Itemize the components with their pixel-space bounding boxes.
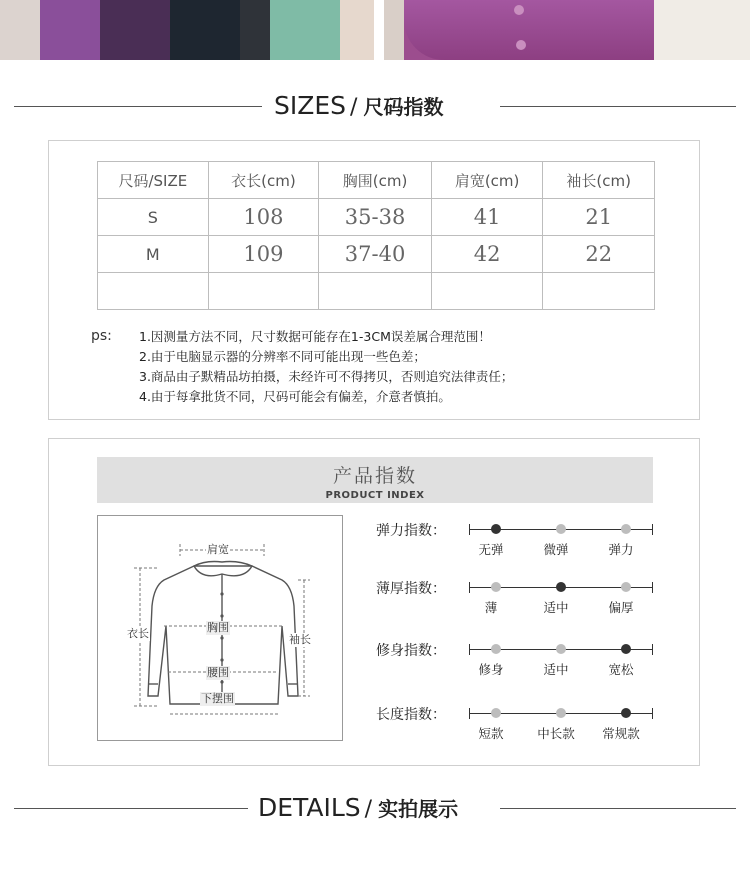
note-item: 3.商品由子默精品坊拍摄，未经许可不得拷贝，否则追究法律责任； — [139, 369, 514, 384]
scale-dot — [556, 524, 566, 534]
note-item: 2.由于电脑显示器的分辨率不同可能出现一些色差； — [139, 349, 426, 364]
scale-tick — [469, 524, 470, 535]
table-cell: 22 — [543, 236, 655, 273]
scale-dot-selected — [621, 644, 631, 654]
sizes-heading-en: SIZES — [274, 91, 347, 120]
notes-list — [139, 327, 513, 407]
scale-dot-selected — [491, 524, 501, 534]
scale-tick — [469, 708, 470, 719]
label-length: 衣长 — [127, 627, 149, 640]
label-sleeve: 袖长 — [289, 633, 311, 646]
product-index-panel — [48, 438, 700, 766]
photo-strip — [340, 0, 374, 60]
scale-tick — [652, 582, 653, 593]
heading-rule-right — [500, 808, 736, 809]
scale-dot-selected — [621, 708, 631, 718]
index-row-label: 修身指数： — [376, 643, 446, 659]
table-cell: 21 — [543, 199, 655, 236]
heading-separator: / — [350, 95, 358, 120]
heading-separator: / — [364, 797, 373, 822]
table-cell: 108 — [208, 199, 319, 236]
photo-strip — [40, 0, 100, 60]
table-cell: 41 — [431, 199, 543, 236]
details-heading — [0, 788, 750, 828]
table-header-cell: 胸围(cm) — [319, 162, 432, 199]
table-cell: 109 — [208, 236, 319, 273]
size-chart-panel — [48, 140, 700, 420]
index-row-label: 弹力指数： — [376, 523, 446, 539]
table-header-cell: 袖长(cm) — [543, 162, 655, 199]
photo-strip — [404, 0, 654, 60]
index-scale — [469, 707, 653, 741]
table-header-cell: 衣长(cm) — [208, 162, 319, 199]
note-item: 1.因测量方法不同，尺寸数据可能存在1-3CM误差属合理范围！ — [139, 329, 491, 344]
details-heading-title — [258, 788, 458, 828]
scale-option-label: 弹力 — [608, 542, 634, 557]
index-scale — [469, 523, 653, 557]
scale-dot — [491, 644, 501, 654]
label-hem: 下摆围 — [201, 692, 234, 705]
scale-option-label: 薄 — [484, 600, 498, 615]
scale-dot — [556, 644, 566, 654]
details-heading-zh: 实拍展示 — [378, 797, 459, 821]
heading-rule-left — [14, 808, 248, 809]
product-index-subtitle: PRODUCT INDEX — [325, 490, 425, 501]
photo-strip — [100, 0, 170, 60]
heading-rule-right — [500, 106, 736, 107]
scale-option-label: 微弹 — [543, 542, 569, 557]
table-row — [98, 199, 655, 236]
scale-option-label: 短款 — [478, 726, 504, 741]
note-item: 4.由于每拿批货不同，尺码可能会有偏差，介意者慎拍。 — [139, 389, 451, 404]
table-cell — [98, 273, 209, 310]
scale-option-label: 宽松 — [608, 662, 634, 677]
scale-option-label: 适中 — [543, 662, 569, 677]
label-chest: 胸围 — [207, 621, 229, 634]
index-scale — [469, 581, 653, 615]
scale-dot — [491, 708, 501, 718]
product-photo-colors — [0, 0, 374, 60]
photo-strip — [654, 0, 750, 60]
product-photo-detail — [384, 0, 750, 60]
table-header-cell: 肩宽(cm) — [431, 162, 543, 199]
scale-option-label: 偏厚 — [608, 600, 634, 615]
photo-strip — [0, 0, 40, 60]
scale-tick — [652, 708, 653, 719]
index-scale — [469, 643, 653, 677]
scale-dot — [491, 582, 501, 592]
index-row-label: 长度指数： — [376, 707, 446, 723]
scale-dot — [621, 582, 631, 592]
product-photo-strip — [0, 0, 750, 60]
table-cell: 37-40 — [319, 236, 432, 273]
heading-rule-left — [14, 106, 262, 107]
table-cell — [319, 273, 432, 310]
table-cell: M — [98, 236, 209, 273]
label-waist: 腰围 — [207, 666, 229, 679]
table-header-row — [98, 162, 655, 199]
product-index-banner — [97, 457, 653, 503]
table-cell — [208, 273, 319, 310]
product-index-title: 产品指数 — [332, 465, 417, 487]
sizes-heading — [0, 86, 750, 126]
table-cell: 35-38 — [319, 199, 432, 236]
notes-label: ps: — [91, 328, 112, 344]
table-row — [98, 273, 655, 310]
button-detail — [516, 40, 526, 50]
photo-strip — [270, 0, 340, 60]
measurement-diagram — [97, 515, 343, 741]
table-cell — [431, 273, 543, 310]
scale-dot — [556, 708, 566, 718]
details-heading-en: DETAILS — [258, 793, 361, 822]
photo-strip — [240, 0, 270, 60]
scale-option-label: 无弹 — [478, 542, 504, 557]
table-cell: 42 — [431, 236, 543, 273]
scale-tick — [652, 524, 653, 535]
scale-dot — [621, 524, 631, 534]
scale-option-label: 中长款 — [537, 726, 575, 741]
scale-option-label: 常规款 — [602, 726, 640, 741]
scale-option-label: 适中 — [543, 600, 569, 615]
table-cell — [543, 273, 655, 310]
scale-tick — [652, 644, 653, 655]
scale-dot-selected — [556, 582, 566, 592]
index-row-label: 薄厚指数： — [376, 581, 446, 597]
scale-option-label: 修身 — [478, 662, 504, 677]
scale-tick — [469, 582, 470, 593]
scale-tick — [469, 644, 470, 655]
size-table — [97, 161, 655, 310]
table-header-cell: 尺码/SIZE — [98, 162, 209, 199]
label-shoulder: 肩宽 — [207, 543, 229, 556]
photo-strip — [384, 0, 404, 60]
table-cell: S — [98, 199, 209, 236]
table-row — [98, 236, 655, 273]
photo-strip — [170, 0, 240, 60]
sizes-heading-title — [274, 86, 443, 126]
sizes-heading-zh: 尺码指数 — [363, 95, 444, 119]
button-detail — [514, 5, 524, 15]
